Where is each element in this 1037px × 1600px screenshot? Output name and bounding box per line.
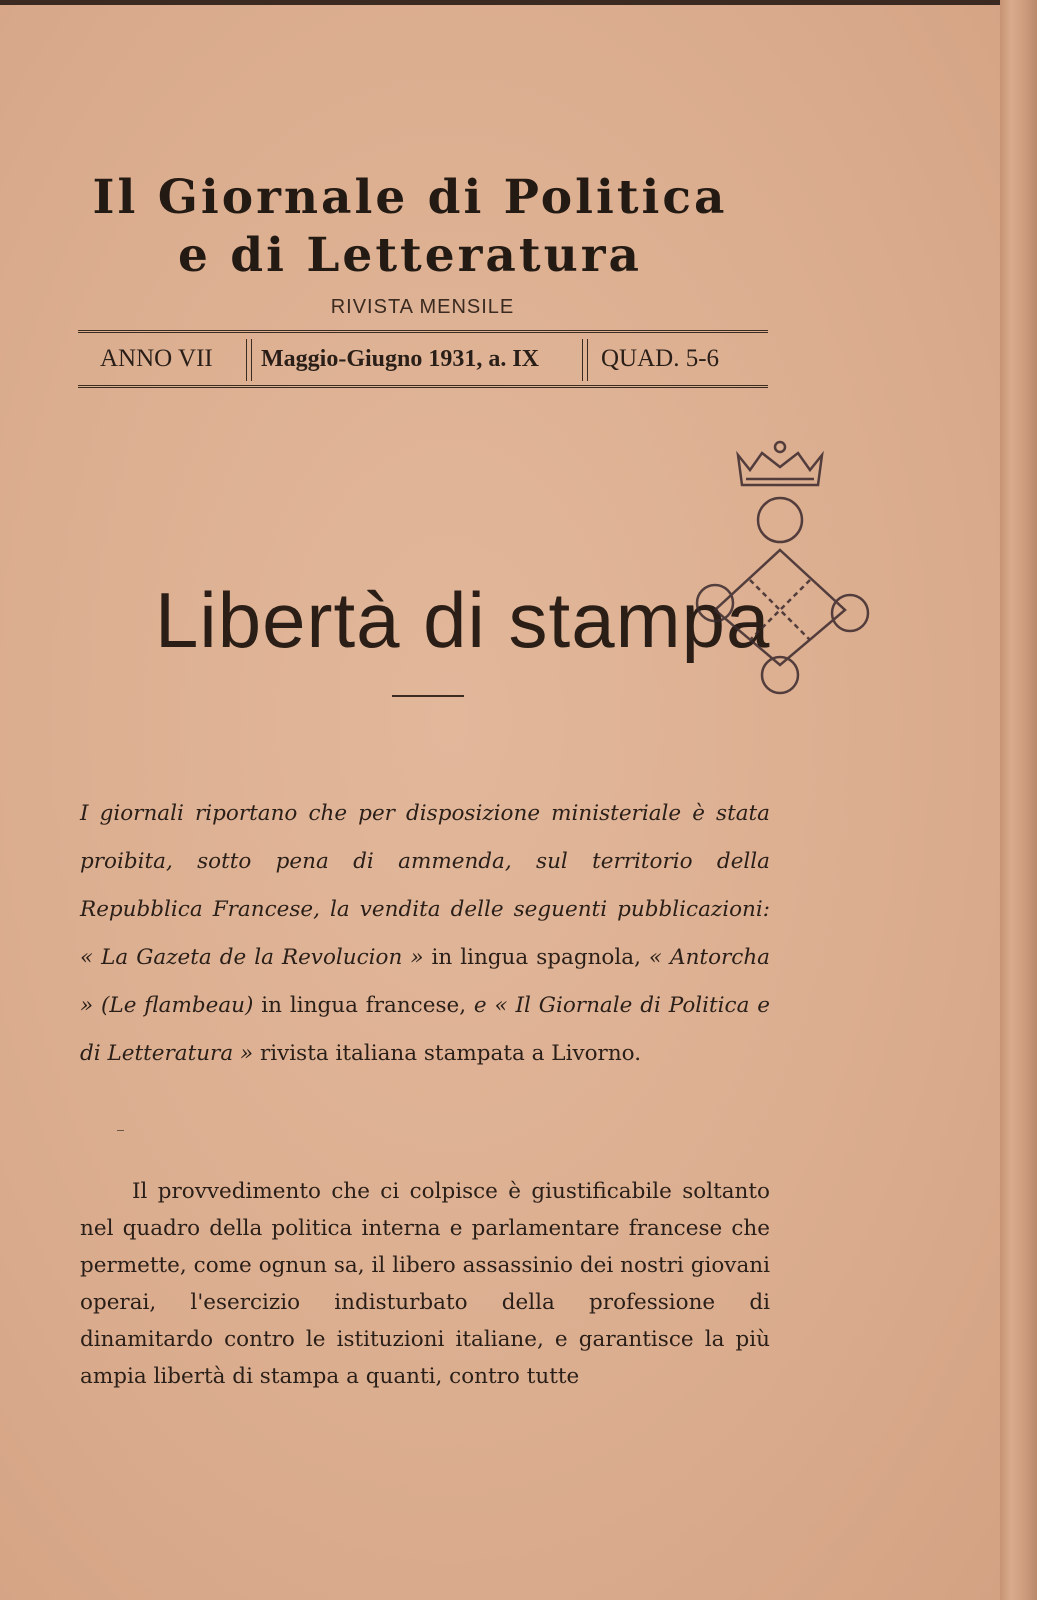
paragraph-1-part-b: in lingua spagnola, bbox=[423, 945, 649, 970]
crown-cross-stamp-icon bbox=[680, 435, 880, 705]
issue-year: ANNO VII bbox=[100, 345, 213, 372]
masthead-subtitle: RIVISTA MENSILE bbox=[330, 296, 515, 318]
paragraph-1-part-c: « Antorcha » (Le flambeau) bbox=[80, 945, 770, 1018]
paragraph-2: Il provvedimento che ci colpisce è giustificabile soltanto nel quadro della politica interna e parlamentare francese che permette, come ognun sa, il libero assassinio dei nostri giovani operai, l'esercizio indisturbato della professione di dinamitardo contro le istituzioni italiane, e garantisce la più ampia libertà di stampa a quanti, contro tutte bbox=[80, 1179, 770, 1389]
title-divider bbox=[392, 695, 464, 697]
paragraph-1-part-e: e « Il Giornale di Politica e di Letteratura » bbox=[80, 993, 771, 1066]
article-title: Libertà di stampa bbox=[155, 576, 771, 664]
paragraph-1 bbox=[80, 790, 770, 1078]
issue-separator bbox=[246, 339, 252, 381]
masthead-title-line1: Il Giornale di Politica bbox=[92, 170, 728, 225]
issue-separator bbox=[582, 339, 588, 381]
issue-date: Maggio-Giugno 1931, a. IX bbox=[261, 346, 540, 372]
masthead-title-line2: e di Letteratura bbox=[178, 228, 642, 283]
paragraph-1-part-f: rivista italiana stampata a Livorno. bbox=[253, 1041, 642, 1066]
top-dark-edge bbox=[0, 0, 1000, 5]
paragraph-1-part-a: I giornali riportano che per disposizione ministeriale è stata proibita, sotto pena di ammenda, sul territorio della Repubblica Francese, la vendita delle seguenti pubblicazioni: « La Gazeta de la Revolucion » bbox=[80, 801, 770, 970]
issue-info-box bbox=[78, 330, 768, 388]
paragraph-1-part-d: in lingua francese, bbox=[253, 993, 474, 1018]
stray-mark bbox=[117, 1130, 124, 1131]
page-edge bbox=[1000, 0, 1037, 1600]
issue-number: QUAD. 5-6 bbox=[601, 345, 720, 372]
